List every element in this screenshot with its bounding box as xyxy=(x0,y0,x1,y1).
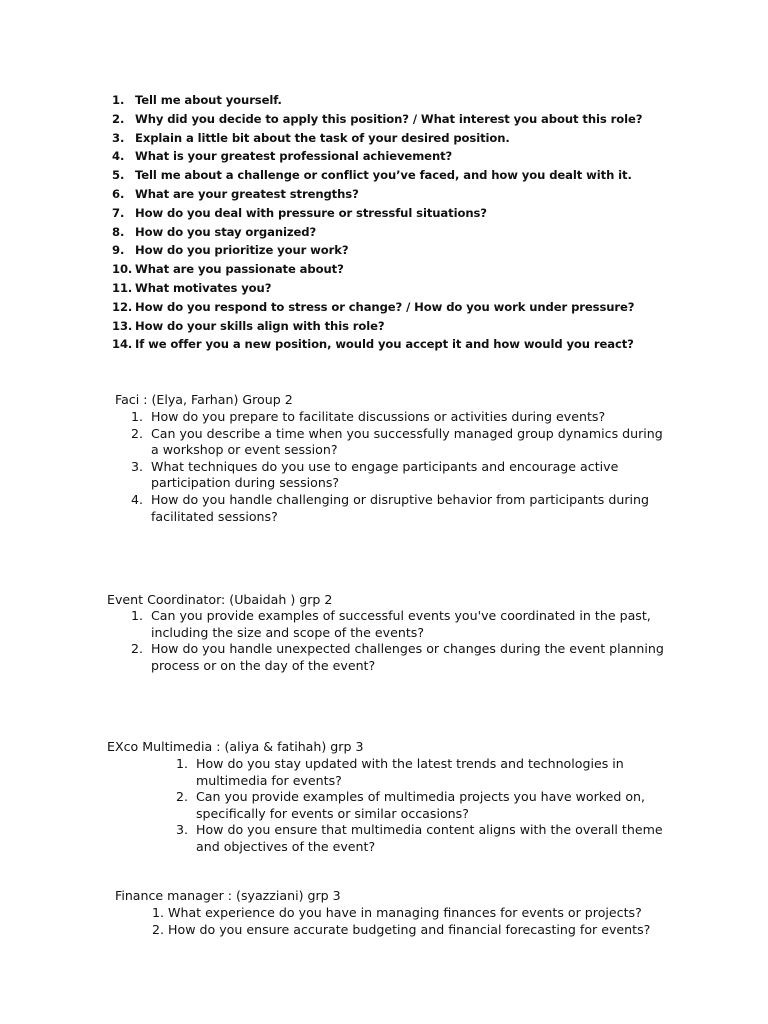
item-number: 2. xyxy=(112,111,125,126)
item-number: 14. xyxy=(112,337,133,352)
list-item xyxy=(166,789,666,822)
list-item xyxy=(112,223,752,242)
finance-manager-questions-list xyxy=(152,905,752,938)
list-item xyxy=(152,905,752,922)
item-number: 1. xyxy=(130,608,143,623)
item-number: 4. xyxy=(130,491,143,507)
list-item xyxy=(121,641,666,674)
list-item xyxy=(121,459,666,492)
list-item xyxy=(112,260,752,279)
item-text: What are your greatest strengths? xyxy=(135,186,359,201)
item-number: 11. xyxy=(112,280,133,295)
list-item xyxy=(112,317,752,336)
item-text: How do you prioritize your work? xyxy=(135,243,349,258)
item-text: Tell me about yourself. xyxy=(135,93,282,107)
list-item xyxy=(152,922,752,939)
event-coordinator-questions-list xyxy=(121,608,666,674)
item-number: 3. xyxy=(130,458,143,474)
item-text: Explain a little bit about the task of your desired position. xyxy=(135,130,510,145)
item-number: 3. xyxy=(112,130,125,145)
item-number: 6. xyxy=(112,186,125,201)
exco-multimedia-questions-list xyxy=(166,756,666,856)
item-text: How do you ensure that multimedia content aligns with the overall theme and objectives of the event? xyxy=(196,822,663,854)
item-number: 4. xyxy=(112,149,125,164)
item-number: 5. xyxy=(112,168,125,183)
list-item xyxy=(121,608,666,641)
section-title-event-coordinator: Event Coordinator: (Ubaidah ) grp 2 xyxy=(107,592,333,607)
item-text: How do you stay organized? xyxy=(135,224,317,239)
item-text: How do you ensure accurate budgeting and financial forecasting for events? xyxy=(168,921,651,937)
item-number: 3. xyxy=(175,822,188,838)
section-title-finance-manager: Finance manager : (syazziani) grp 3 xyxy=(115,888,341,903)
item-text: How do you respond to stress or change? / How do you work under pressure? xyxy=(135,299,635,314)
item-number: 8. xyxy=(112,224,125,239)
item-text: What techniques do you use to engage participants and encourage active participation during sessions? xyxy=(151,458,619,491)
item-text: What experience do you have in managing finances for events or projects? xyxy=(168,905,642,920)
list-item xyxy=(121,426,666,459)
item-text: How do you prepare to facilitate discussions or activities during events? xyxy=(151,409,606,424)
item-text: Tell me about a challenge or conflict you’ve faced, and how you dealt with it. xyxy=(135,168,632,183)
item-text: How do you deal with pressure or stressful situations? xyxy=(135,205,487,220)
section-title-faci: Faci : (Elya, Farhan) Group 2 xyxy=(115,392,293,407)
item-number: 2. xyxy=(175,789,188,805)
item-number: 1. xyxy=(152,905,165,920)
item-text: How do you stay updated with the latest trends and technologies in multimedia for events? xyxy=(196,756,624,788)
list-item xyxy=(112,185,752,204)
item-text: Can you describe a time when you successfully managed group dynamics during a workshop or event session? xyxy=(151,425,663,458)
item-number: 2. xyxy=(130,425,143,441)
item-text: What motivates you? xyxy=(135,280,272,295)
item-text: What is your greatest professional achievement? xyxy=(135,149,453,164)
list-item xyxy=(112,298,752,317)
item-number: 1. xyxy=(112,93,125,107)
item-number: 10. xyxy=(112,262,133,277)
item-text: Why did you decide to apply this position? / What interest you about this role? xyxy=(135,111,643,126)
section-title-exco-multimedia: EXco Multimedia : (aliya & fatihah) grp 3 xyxy=(107,739,364,754)
list-item xyxy=(112,129,752,148)
item-number: 7. xyxy=(112,205,125,220)
list-item xyxy=(112,241,752,260)
item-number: 2. xyxy=(152,921,165,937)
list-item xyxy=(166,756,666,789)
item-number: 1. xyxy=(130,409,143,424)
list-item xyxy=(112,204,752,223)
list-item xyxy=(112,279,752,298)
item-number: 9. xyxy=(112,243,125,258)
list-item xyxy=(166,822,666,855)
item-text: How do you handle challenging or disruptive behavior from participants during facilitated sessions? xyxy=(151,491,649,524)
item-text: Can you provide examples of multimedia projects you have worked on, specifically for events or similar occasions? xyxy=(196,789,646,821)
item-text: How do your skills align with this role? xyxy=(135,318,385,333)
item-text: If we offer you a new position, would you accept it and how would you react? xyxy=(135,337,634,352)
list-item xyxy=(112,91,752,110)
list-item xyxy=(121,409,666,426)
list-item xyxy=(112,335,752,354)
general-questions-list xyxy=(112,91,752,354)
list-item xyxy=(121,492,666,525)
list-item xyxy=(112,110,752,129)
item-number: 1. xyxy=(175,756,188,771)
item-text: How do you handle unexpected challenges or changes during the event planning process or on the day of the event? xyxy=(151,641,664,673)
list-item xyxy=(112,166,752,185)
item-number: 2. xyxy=(130,641,143,657)
list-item xyxy=(112,147,752,166)
faci-questions-list xyxy=(121,409,666,525)
item-text: What are you passionate about? xyxy=(135,262,344,277)
item-number: 13. xyxy=(112,318,133,333)
item-text: Can you provide examples of successful events you've coordinated in the past, including the size and scope of the events? xyxy=(151,608,651,640)
item-number: 12. xyxy=(112,299,133,314)
